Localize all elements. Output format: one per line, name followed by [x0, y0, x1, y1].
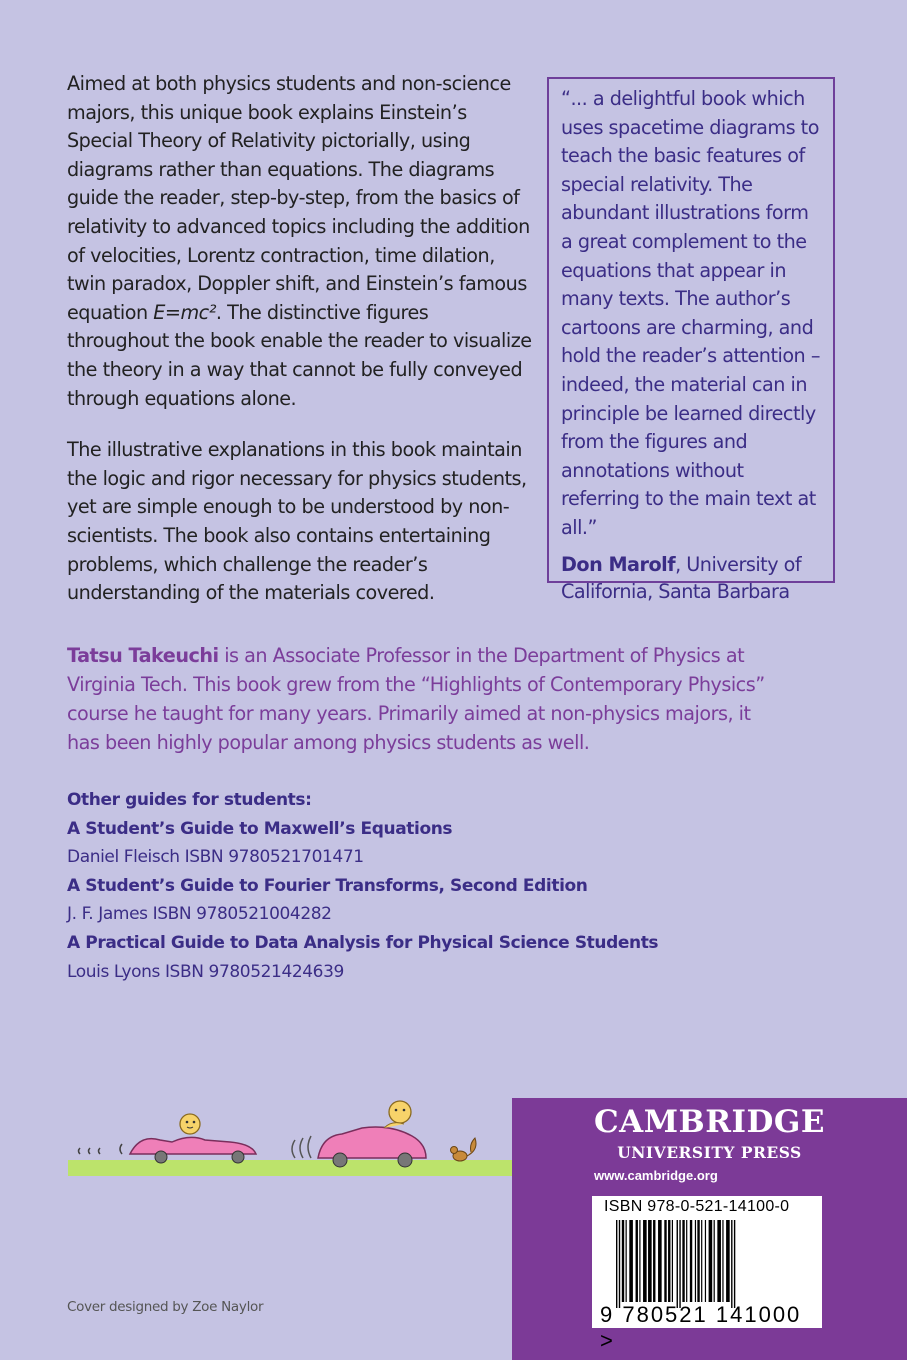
barcode-bar	[686, 1220, 687, 1302]
grass-strip	[68, 1160, 520, 1176]
barcode-bar	[695, 1220, 696, 1302]
barcode-bar	[682, 1220, 684, 1302]
cartoon-illustration	[60, 1100, 520, 1180]
guides-heading: Other guides for students:	[67, 790, 312, 810]
barcode-number: 9 780521 141000 >	[600, 1302, 802, 1353]
description-paragraph-1: Aimed at both physics students and non-science majors, this unique book explains Einstein’s Special Theory of Relativity pictorially, using diagrams rather than equations. The diagrams guide the reader, step-by-step, from the basics of relativity to advanced topics including the addition of velocities, Lorentz contraction, time dilation, twin paradox, Doppler shift, and Einstein’s famous equation E=mc². The distinctive figures throughout the book enable the reader to visualize the theory in a way that cannot be fully conveyed through equations alone.	[67, 72, 532, 410]
review-attribution	[561, 551, 823, 606]
review-quote-text: “... a delightful book which uses spacetime diagrams to teach the basic features of special relativity. The abundant illustrations form a great complement to the equations that appear in many texts. The author’s cartoons are charming, and hold the reader’s attention – indeed, the material can in principle be learned directly from the figures and annotations without referring to the main text at all.”	[561, 87, 820, 539]
author-bio-text: is an Associate Professor in the Department of Physics at Virginia Tech. This book grew from the “Highlights of Contemporary Physics” course he taught for many years. Primarily aimed at non-physics majors, it has been highly popular among physics students as well.	[67, 644, 765, 754]
barcode-bar	[664, 1220, 666, 1302]
barcode-bar	[679, 1220, 680, 1308]
barcode-bar	[714, 1220, 715, 1302]
cover-credit: Cover designed by Zoe Naylor	[67, 1299, 264, 1315]
publisher-subtitle: UNIVERSITY PRESS	[617, 1143, 802, 1162]
barcode-bar	[648, 1220, 652, 1302]
equation: E=mc²	[153, 300, 216, 324]
barcode-bar	[717, 1220, 721, 1302]
guide-title: A Practical Guide to Data Analysis for Physical Science Students	[67, 932, 659, 953]
barcode-bar	[697, 1220, 699, 1302]
guide-info: Daniel Fleisch ISBN 9780521701471	[67, 847, 364, 868]
barcode-box	[592, 1196, 822, 1353]
barcode-bar	[668, 1220, 670, 1302]
barcode-bar	[677, 1220, 678, 1308]
barcode-bar	[672, 1220, 673, 1302]
car-right	[318, 1101, 426, 1167]
review-quote-box	[547, 77, 835, 603]
other-guides	[67, 786, 767, 986]
review-author: Don Marolf	[561, 552, 676, 576]
barcode-bar	[726, 1220, 730, 1302]
character-head	[180, 1114, 200, 1134]
barcode-bar	[636, 1220, 638, 1302]
speed-marks-2	[292, 1136, 311, 1158]
barcode-bar	[690, 1220, 692, 1302]
barcode-bar	[629, 1220, 633, 1302]
barcode-bar	[722, 1220, 723, 1302]
author-bio	[67, 641, 787, 757]
barcode-bar	[731, 1220, 732, 1308]
car-left	[130, 1114, 256, 1163]
barcode-bar	[619, 1220, 620, 1308]
barcode-bar	[626, 1220, 627, 1302]
guide-title: A Student’s Guide to Maxwell’s Equations	[67, 818, 453, 839]
squirrel	[451, 1138, 477, 1161]
publisher-url: www.cambridge.org	[594, 1168, 718, 1183]
isbn-label: ISBN 978-0-521-14100-0	[604, 1198, 790, 1215]
barcode-bar	[616, 1220, 617, 1308]
barcode-bar	[701, 1220, 702, 1302]
description-paragraph-2: The illustrative explanations in this book maintain the logic and rigor necessary for physics students, yet are simple enough to be understood by non-scientists. The book also contains entertaining problems, which challenge the reader’s understanding of the materials covered.	[67, 438, 527, 605]
publisher-block	[512, 1098, 907, 1360]
publisher-name: CAMBRIDGE	[594, 1104, 825, 1140]
barcode-bar	[622, 1220, 624, 1302]
review-affiliation: , University of California, Santa Barbara	[561, 552, 802, 603]
barcode-bar	[639, 1220, 640, 1302]
barcode-bar	[705, 1220, 706, 1302]
barcode-bar	[734, 1220, 735, 1308]
author-name: Tatsu Takeuchi	[67, 644, 219, 667]
guide-info: J. F. James ISBN 9780521004282	[67, 904, 332, 925]
barcode-bar	[658, 1220, 662, 1302]
guide-title: A Student’s Guide to Fourier Transforms, Second Edition	[67, 875, 588, 896]
guide-info: Louis Lyons ISBN 9780521424639	[67, 961, 344, 982]
barcode-bar	[643, 1220, 647, 1302]
speed-marks	[79, 1144, 123, 1154]
barcode-bar	[709, 1220, 713, 1302]
character-head	[389, 1101, 411, 1123]
barcode-bar	[653, 1220, 655, 1302]
book-description	[67, 70, 532, 631]
